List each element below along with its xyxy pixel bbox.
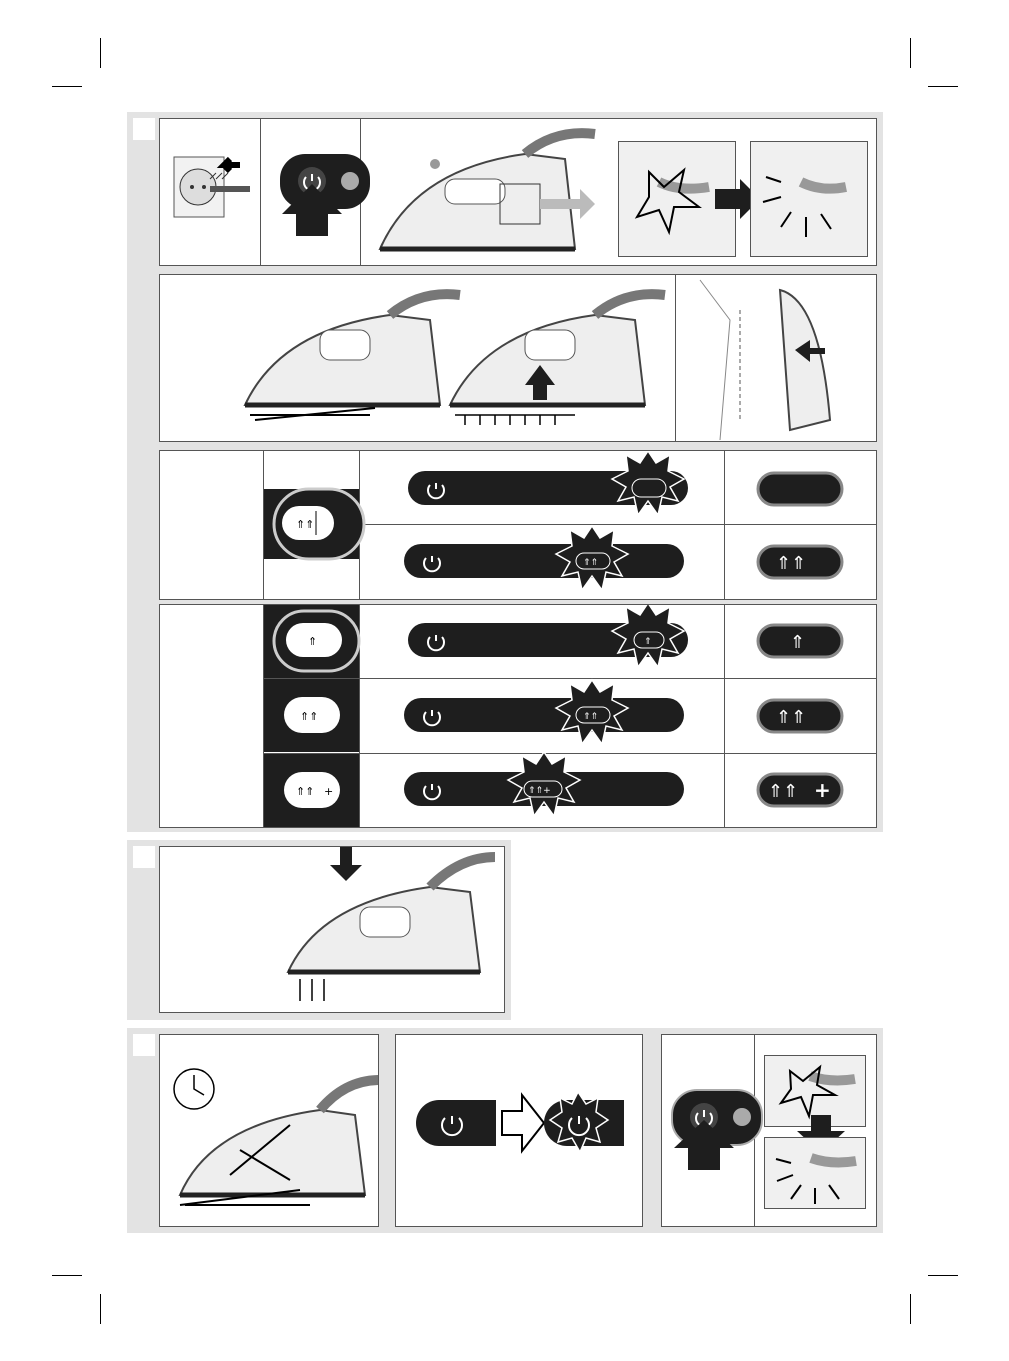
vertical-steam-icon xyxy=(680,280,870,440)
light-glow-icon xyxy=(761,162,861,242)
iron-icon xyxy=(240,290,460,440)
iron-icon xyxy=(170,1065,379,1225)
auto-off-panel xyxy=(159,1034,379,1227)
svg-text:⇑⇑: ⇑⇑ xyxy=(768,781,799,802)
svg-text:⇑⇑: ⇑⇑ xyxy=(776,553,807,574)
svg-text:⇑⇑+: ⇑⇑+ xyxy=(528,786,551,796)
power-button-press xyxy=(662,1090,754,1180)
control-bar xyxy=(404,544,694,584)
indicator-steam-high xyxy=(756,772,846,812)
step-2-marker xyxy=(133,846,155,868)
plus-label: + xyxy=(324,785,334,798)
steam-button-low xyxy=(264,605,359,678)
steam-button-medium xyxy=(264,679,359,752)
step-1-marker xyxy=(133,118,155,140)
crop-mark xyxy=(52,1275,82,1276)
section-step-1 xyxy=(127,112,883,832)
auto-off-indicator-panel xyxy=(395,1034,643,1227)
control-bar xyxy=(408,623,698,663)
svg-text:⇑⇑: ⇑⇑ xyxy=(296,518,315,531)
lamp-on xyxy=(750,141,868,257)
row-power-on xyxy=(159,118,877,266)
row-steam-trigger xyxy=(159,274,877,442)
crop-mark xyxy=(928,1275,958,1276)
step-3-marker xyxy=(133,1034,155,1056)
eco-button xyxy=(264,489,359,559)
light-flash-icon xyxy=(775,1061,865,1121)
crop-mark xyxy=(100,38,101,68)
light-flash-icon xyxy=(629,162,729,242)
indicator-steam-medium xyxy=(756,698,846,738)
plus-icon: + xyxy=(814,778,831,802)
crop-mark xyxy=(52,86,82,87)
power-indicator-blink xyxy=(544,1090,634,1160)
crop-mark xyxy=(100,1294,101,1324)
svg-text:⇑⇑: ⇑⇑ xyxy=(583,712,599,722)
iron-icon xyxy=(280,847,500,1012)
light-glow-icon xyxy=(771,1143,861,1203)
svg-text:⇑: ⇑ xyxy=(308,635,318,648)
power-indicator-off xyxy=(416,1100,496,1150)
section-step-2 xyxy=(127,840,511,1020)
control-bar xyxy=(404,772,694,812)
svg-text:⇑⇑: ⇑⇑ xyxy=(296,785,315,798)
row-eco-mode xyxy=(159,450,877,600)
indicator-eco-on xyxy=(756,544,846,584)
svg-text:⇑⇑: ⇑⇑ xyxy=(300,710,319,723)
control-bar xyxy=(408,471,698,511)
svg-text:⇑⇑: ⇑⇑ xyxy=(583,558,599,568)
svg-text:⇑⇑: ⇑⇑ xyxy=(776,707,807,728)
svg-text:⇑: ⇑ xyxy=(790,632,806,653)
indicator-eco-off xyxy=(756,471,846,511)
section-step-3 xyxy=(127,1028,883,1233)
iron-icon xyxy=(375,129,595,259)
restart-panel xyxy=(661,1034,877,1227)
arrow-icon xyxy=(500,1093,546,1153)
power-button-press xyxy=(270,144,370,244)
steam-button-high xyxy=(264,754,359,828)
control-bar xyxy=(404,698,694,738)
svg-text:⇑: ⇑ xyxy=(644,637,652,647)
crop-mark xyxy=(910,38,911,68)
lamp-on xyxy=(764,1137,866,1209)
indicator-steam-low xyxy=(756,623,846,663)
crop-mark xyxy=(910,1294,911,1324)
plug-icon xyxy=(170,149,260,229)
row-steam-levels xyxy=(159,604,877,828)
crop-mark xyxy=(928,86,958,87)
iron-icon xyxy=(445,290,665,440)
row-shot-of-steam xyxy=(159,846,505,1013)
